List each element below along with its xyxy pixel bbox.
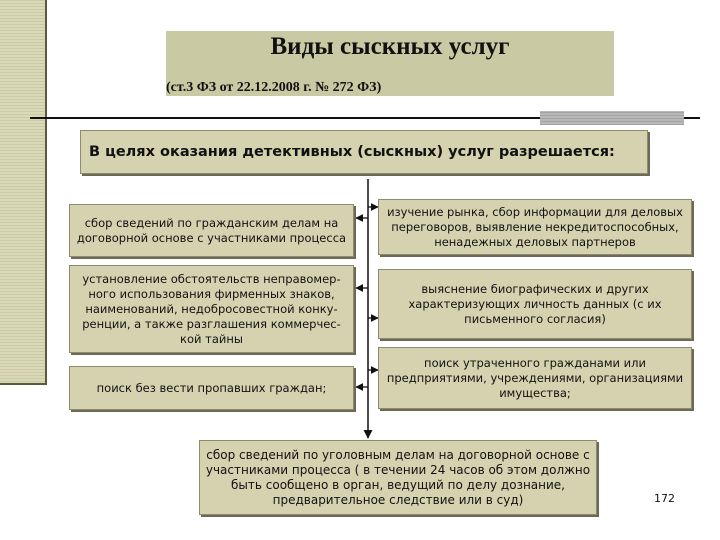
right-box-3-text: поиск утраченного гражданами или предприятиями, учреждениями, организациями имущества; [386,355,684,400]
left-box-1 [69,204,354,257]
right-box-2 [378,269,692,339]
bottom-box-text: сбор сведений по уголовным делам на договорной основе с участниками процесса ( в течении 24 часов об этом должно быть сообщено в орган, ведущий по делу дознание, предварительное следствие или в суд) [205,447,591,507]
right-box-3 [378,347,692,409]
right-box-1 [378,199,692,255]
left-box-1-text: сбор сведений по гражданским делам на договорной основе с участниками процесса [76,215,347,245]
left-box-3-text: поиск без вести пропавших граждан; [96,380,327,395]
slide-subtitle: (ст.3 ФЗ от 22.12.2008 г. № 272 ФЗ) [166,80,382,95]
right-box-1-text: изучение рынка, сбор информации для деловых переговоров, выявление некредитоспособных, ненадежных деловых партнеров [387,204,683,249]
diagram-header: В целях оказания детективных (сыскных) услуг разрешается: [80,130,648,174]
bottom-box [199,440,597,515]
right-box-2-text: выяснение биографических и других характеризующих личность данных (с их письменного согласия) [408,281,662,326]
left-box-3 [69,366,354,410]
slide-title: Виды сыскных услуг [270,33,510,60]
page-number: 172 [654,492,675,505]
left-box-2 [69,265,354,353]
left-box-2-text: установление обстоятельств неправомер-ного использования фирменных знаков, наименований, недобросовестной конку-ренции, а также разглашения коммерчес-кой тайны [82,271,341,346]
